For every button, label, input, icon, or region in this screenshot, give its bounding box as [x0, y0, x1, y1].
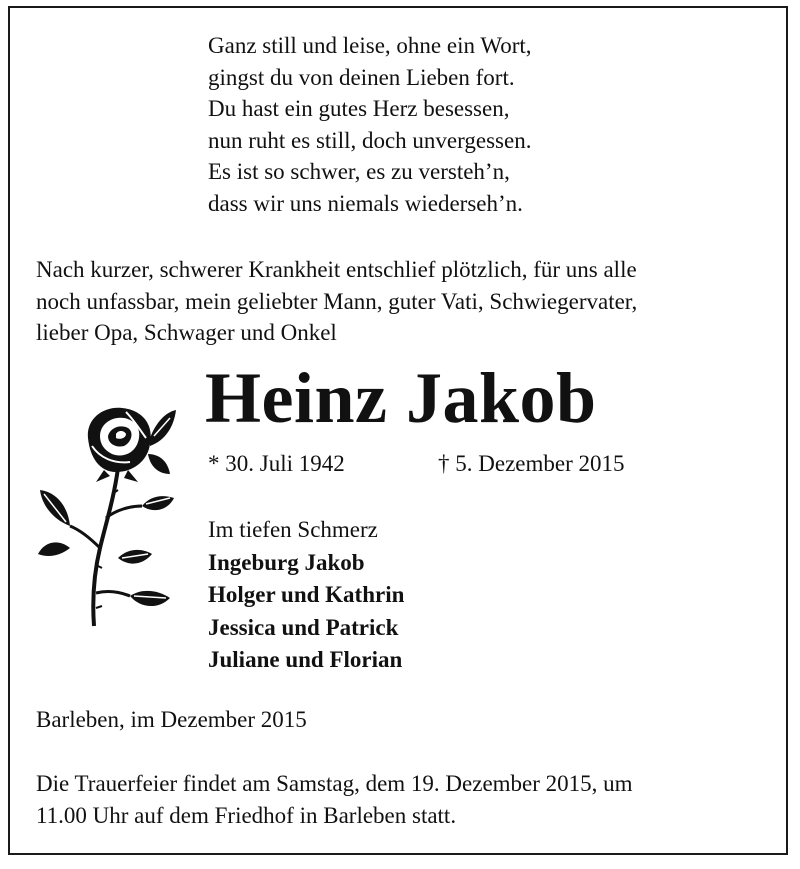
- mourner-name: Juliane und Florian: [208, 647, 403, 672]
- service-line: Die Trauerfeier findet am Samstag, dem 19. Dezember 2015, um: [36, 771, 633, 796]
- poem-line: Du hast ein gutes Herz besessen,: [208, 96, 510, 121]
- mourner-name: Ingeburg Jakob: [208, 549, 365, 575]
- place-date: Barleben, im Dezember 2015: [36, 707, 307, 732]
- deceased-name: Heinz Jakob: [205, 358, 597, 438]
- mourners-heading: Im tiefen Schmerz: [208, 517, 378, 542]
- service-line: 11.00 Uhr auf dem Friedhof in Barleben statt.: [36, 802, 457, 828]
- intro-line: lieber Opa, Schwager und Onkel: [36, 320, 337, 345]
- mourner-name: Jessica und Patrick: [208, 614, 399, 640]
- death-date: † 5. Dezember 2015: [438, 451, 625, 476]
- poem-line: dass wir uns niemals wiederseh’n.: [208, 190, 523, 216]
- poem-line: gingst du von deinen Lieben fort.: [208, 64, 515, 90]
- intro-text: [36, 254, 776, 349]
- intro-line: noch unfassbar, mein geliebter Mann, guter Vati, Schwiegervater,: [36, 288, 638, 314]
- poem-line: Es ist so schwer, es zu versteh’n,: [208, 159, 510, 184]
- poem-line: nun ruht es still, doch unvergessen.: [208, 127, 532, 153]
- poem: [208, 30, 532, 219]
- mourner-name: Holger und Kathrin: [208, 582, 405, 607]
- service-info: [36, 768, 633, 831]
- birth-date: * 30. Juli 1942: [208, 451, 345, 476]
- poem-line: Ganz still und leise, ohne ein Wort,: [208, 33, 532, 58]
- rose-icon: [30, 398, 180, 628]
- intro-line: Nach kurzer, schwerer Krankheit entschlief plötzlich, für uns alle: [36, 257, 637, 282]
- mourners-block: [208, 514, 404, 677]
